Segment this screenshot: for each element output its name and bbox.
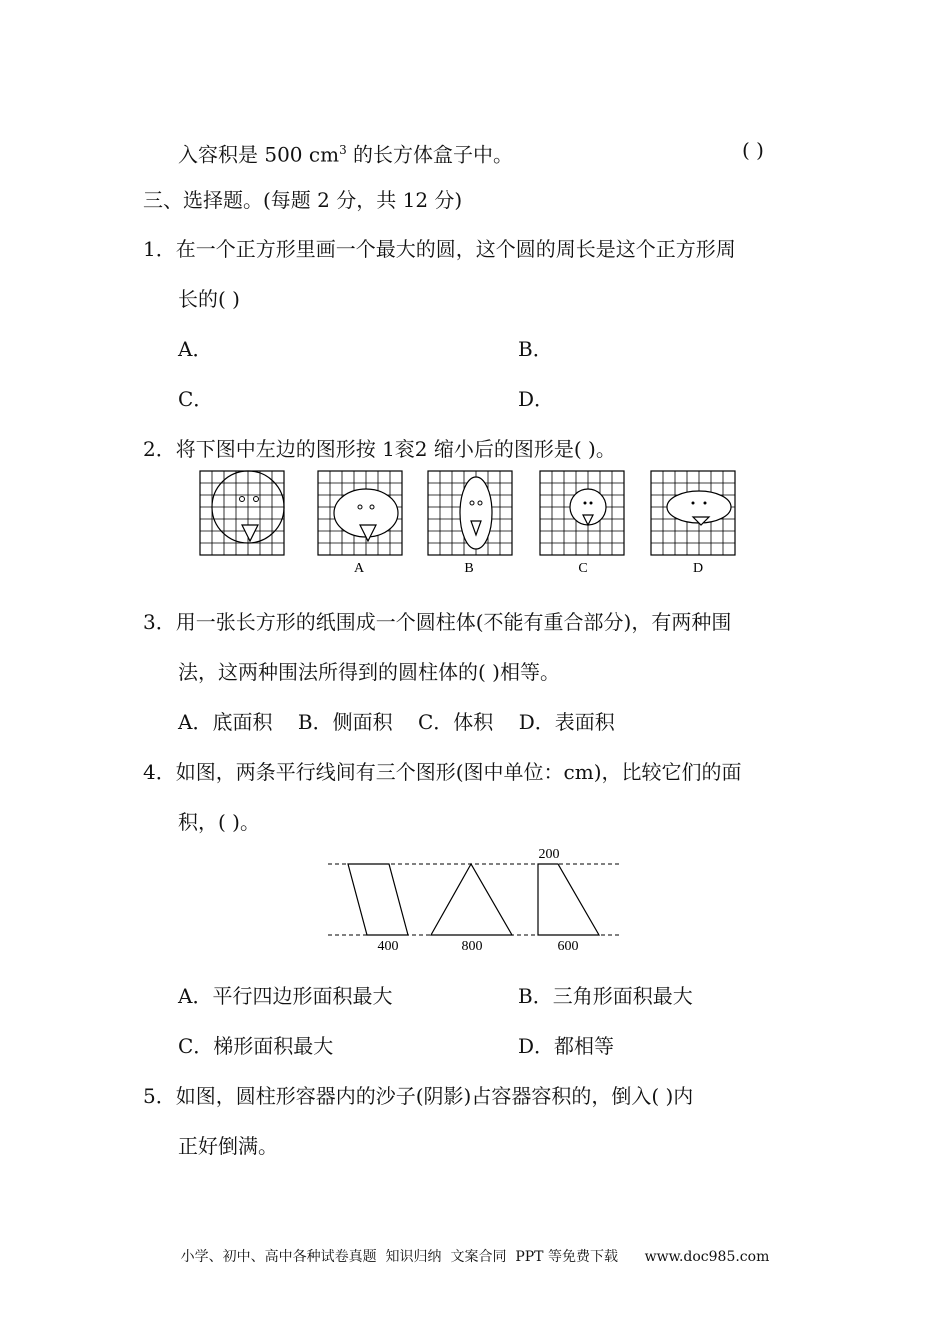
triangle-base-label: 800 [461, 939, 483, 954]
q1-option-d: D． [518, 387, 555, 411]
q1-line1: 1．在一个正方形里画一个最大的圆，这个圆的周长是这个正方形周 [143, 237, 736, 261]
page-footer: 小学、初中、高中各种试卷真题 知识归纳 文案合同 PPT 等免费下载 www.doc985.com [180, 1249, 770, 1265]
q2-text: 2．将下图中左边的图形按 1衮2 缩小后的图形是( )。 [143, 437, 616, 461]
intro-text: 入容积是 500 cm [178, 142, 340, 167]
q4-option-a: A．平行四边形面积最大 [178, 984, 393, 1008]
trapezoid-base-label: 600 [557, 939, 579, 954]
q5-line1: 5．如图，圆柱形容器内的沙子(阴影)占容器容积的，倒入( )内 [143, 1084, 694, 1108]
q1-option-c: C． [178, 387, 214, 411]
q4-figure [320, 842, 630, 957]
intro-text-end: 的长方体盒子中。 [346, 142, 514, 167]
label-b: B [464, 561, 474, 576]
q5-line2: 正好倒满。 [178, 1134, 278, 1158]
label-d: D [692, 561, 704, 576]
triangle [431, 864, 512, 935]
parallelogram [348, 864, 408, 935]
option-d-figure [651, 471, 735, 555]
parallelogram-base-label: 400 [377, 939, 399, 954]
q1-line2: 长的( ) [178, 287, 240, 311]
option-b-figure [428, 471, 512, 555]
q1-option-a: A． [178, 337, 213, 361]
option-c-figure [540, 471, 624, 555]
section-heading: 三、选择题。(每题 2 分，共 12 分) [143, 188, 463, 212]
q3-options: A．底面积 B．侧面积 C．体积 D．表面积 [178, 710, 615, 734]
q1-option-b: B． [518, 337, 553, 361]
label-c: C [578, 561, 588, 576]
trapezoid-top-label: 200 [538, 847, 560, 862]
answer-paren: ( ) [742, 138, 764, 162]
q2-figure [190, 465, 750, 580]
q4-option-c: C．梯形面积最大 [178, 1034, 334, 1058]
q4-line1: 4．如图，两条平行线间有三个图形(图中单位：cm)，比较它们的面 [143, 760, 742, 784]
option-a-figure [318, 471, 402, 555]
q3-line2: 法，这两种围法所得到的圆柱体的( )相等。 [178, 660, 560, 684]
q3-line1: 3．用一张长方形的纸围成一个圆柱体(不能有重合部分)，有两种围 [143, 610, 732, 634]
superscript: 3 [339, 143, 347, 157]
q4-option-b: B．三角形面积最大 [518, 984, 693, 1008]
label-a: A [353, 561, 365, 576]
q4-option-d: D．都相等 [518, 1034, 615, 1058]
intro-line [178, 136, 513, 169]
trapezoid [538, 864, 599, 935]
original-figure [200, 471, 284, 555]
q4-line2: 积，( )。 [178, 810, 260, 834]
